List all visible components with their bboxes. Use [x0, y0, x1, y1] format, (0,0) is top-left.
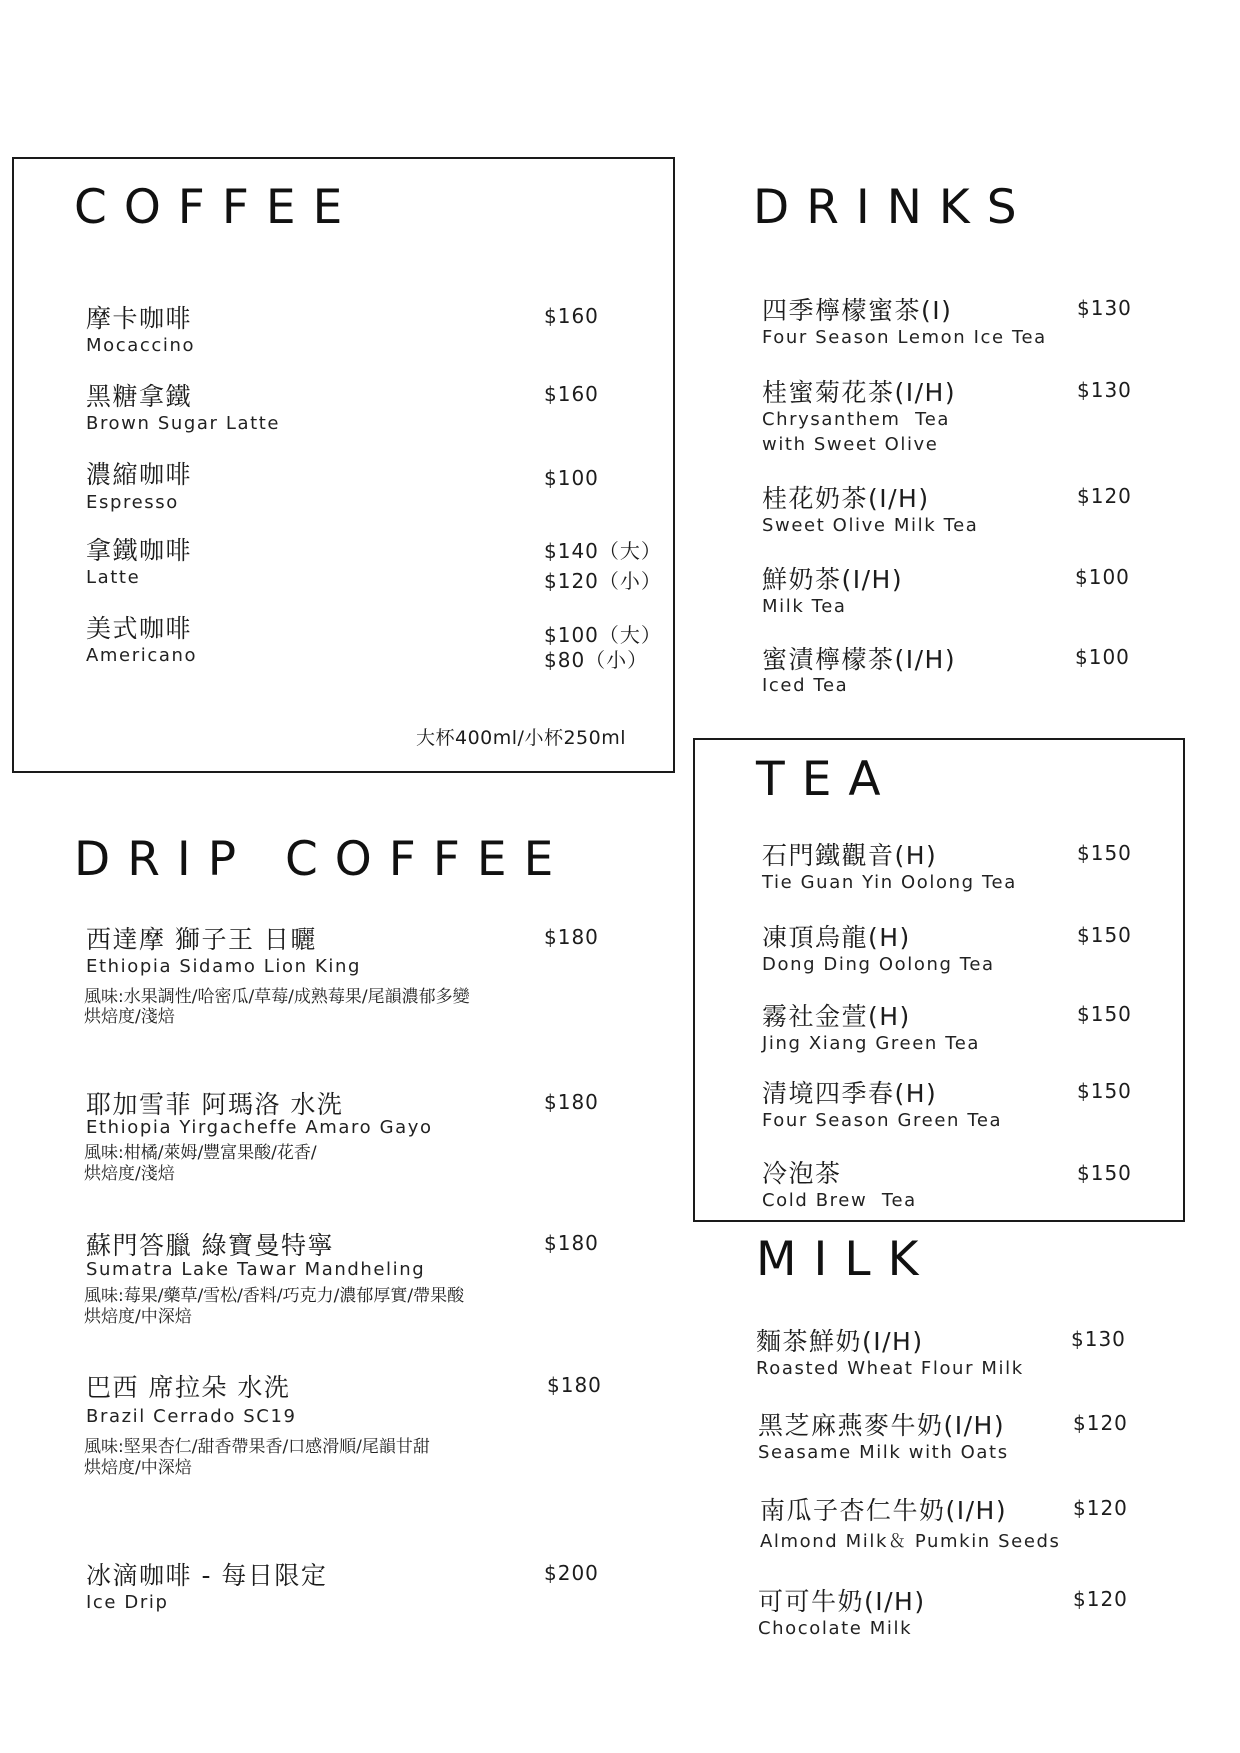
item-name-zh: 冰滴咖啡 - 每日限定 [86, 1561, 328, 1590]
item-price: $120 [1073, 1411, 1128, 1435]
item-price: $150 [1077, 1161, 1132, 1185]
item-name-zh: 耶加雪菲 阿瑪洛 水洗 [86, 1090, 344, 1119]
item-name-en: Latte [86, 567, 141, 588]
item-name-zh: 西達摩 獅子王 日曬 [86, 925, 317, 954]
item-name-en: Four Season Green Tea [762, 1110, 1003, 1131]
item-flavor: 風味:柑橘/萊姆/豐富果酸/花香/ [84, 1143, 317, 1163]
item-name-en: Brown Sugar Latte [86, 413, 281, 434]
item-name-zh: 美式咖啡 [86, 614, 193, 643]
item-name-zh: 冷泡茶 [762, 1159, 842, 1188]
item-roast: 烘焙度/淺焙 [84, 1164, 175, 1184]
item-price: $100 [1075, 645, 1130, 669]
cup-size-note: 大杯400ml/小杯250ml [416, 727, 627, 749]
item-name-en: Four Season Lemon Ice Tea [762, 327, 1047, 348]
item-price: $130 [1077, 296, 1132, 320]
item-name-zh: 蜜漬檸檬茶(I/H) [762, 645, 957, 674]
item-price: $130 [1071, 1327, 1126, 1351]
item-name-zh: 可可牛奶(I/H) [758, 1587, 926, 1616]
item-name-en: Almond Milk＆ Pumkin Seeds [760, 1531, 1061, 1552]
item-name-en: Jing Xiang Green Tea [762, 1033, 981, 1054]
item-name-zh: 清境四季春(H) [762, 1079, 938, 1108]
item-price-large: $100（大） [544, 623, 662, 647]
item-name-zh: 黑糖拿鐵 [86, 382, 193, 411]
item-name-en: Tie Guan Yin Oolong Tea [762, 872, 1017, 893]
item-name-en: Iced Tea [762, 675, 849, 696]
item-name-zh: 黑芝麻燕麥牛奶(I/H) [758, 1411, 1006, 1440]
item-name-zh: 蘇門答臘 綠寶曼特寧 [86, 1231, 334, 1260]
item-roast: 烘焙度/中深焙 [84, 1458, 192, 1478]
item-name-zh: 濃縮咖啡 [86, 460, 193, 489]
item-price-large: $140（大） [544, 539, 662, 563]
item-price: $150 [1077, 1079, 1132, 1103]
item-name-en: Ethiopia Yirgacheffe Amaro Gayo [86, 1117, 433, 1138]
item-name-zh: 桂花奶茶(I/H) [762, 484, 930, 513]
item-name-en: Mocaccino [86, 335, 196, 356]
item-price: $180 [544, 1231, 599, 1255]
item-roast: 烘焙度/淺焙 [84, 1007, 175, 1027]
item-name-en: Americano [86, 645, 198, 666]
item-price: $120 [1073, 1496, 1128, 1520]
item-name-zh: 麵茶鮮奶(I/H) [756, 1327, 924, 1356]
item-name-en: Chrysanthem Tea [762, 409, 951, 430]
item-price: $150 [1077, 923, 1132, 947]
item-name-en: Espresso [86, 492, 179, 513]
item-name-en: Milk Tea [762, 596, 847, 617]
item-price: $120 [1073, 1587, 1128, 1611]
milk-heading: MILK [756, 1232, 936, 1287]
item-price: $130 [1077, 378, 1132, 402]
item-price: $150 [1077, 841, 1132, 865]
item-price: $160 [544, 304, 599, 328]
item-roast: 烘焙度/中深焙 [84, 1307, 192, 1327]
item-flavor: 風味:莓果/藥草/雪松/香料/巧克力/濃郁厚實/帶果酸 [84, 1286, 465, 1306]
item-name-en: Ethiopia Sidamo Lion King [86, 956, 361, 977]
item-price-small: $120（小） [544, 569, 662, 593]
item-flavor: 風味:堅果杏仁/甜香帶果香/口感滑順/尾韻甘甜 [84, 1437, 430, 1457]
item-price-small: $80（小） [544, 648, 649, 672]
item-price: $120 [1077, 484, 1132, 508]
item-name-en: Cold Brew Tea [762, 1190, 917, 1211]
item-name-en: Sumatra Lake Tawar Mandheling [86, 1259, 426, 1280]
item-price: $100 [544, 466, 599, 490]
drinks-heading: DRINKS [753, 180, 1034, 235]
item-name-en-line2: with Sweet Olive [762, 434, 939, 455]
item-name-en: Chocolate Milk [758, 1618, 913, 1639]
item-name-zh: 鮮奶茶(I/H) [762, 565, 904, 594]
item-price: $180 [547, 1373, 602, 1397]
item-name-en: Sweet Olive Milk Tea [762, 515, 979, 536]
item-name-zh: 四季檸檬蜜茶(I) [762, 296, 953, 325]
item-price: $160 [544, 382, 599, 406]
item-name-en: Roasted Wheat Flour Milk [756, 1358, 1024, 1379]
item-flavor: 風味:水果調性/哈密瓜/草莓/成熟莓果/尾韻濃郁多變 [84, 987, 470, 1007]
item-name-en: Seasame Milk with Oats [758, 1442, 1009, 1463]
item-name-zh: 石門鐵觀音(H) [762, 841, 938, 870]
item-name-en: Brazil Cerrado SC19 [86, 1406, 297, 1427]
item-name-en: Dong Ding Oolong Tea [762, 954, 995, 975]
item-price: $200 [544, 1561, 599, 1585]
item-price: $100 [1075, 565, 1130, 589]
item-name-zh: 桂蜜菊花茶(I/H) [762, 378, 957, 407]
tea-section-frame [693, 738, 1185, 1222]
drip-coffee-heading: DRIP COFFEE [74, 832, 571, 887]
item-name-zh: 拿鐵咖啡 [86, 536, 193, 565]
item-name-zh: 霧社金萱(H) [762, 1002, 911, 1031]
item-name-zh: 南瓜子杏仁牛奶(I/H) [760, 1496, 1008, 1525]
coffee-heading: COFFEE [74, 180, 360, 235]
item-price: $180 [544, 925, 599, 949]
item-name-zh: 凍頂烏龍(H) [762, 923, 911, 952]
item-name-zh: 摩卡咖啡 [86, 304, 193, 333]
item-name-zh: 巴西 席拉朵 水洗 [86, 1373, 291, 1402]
item-price: $150 [1077, 1002, 1132, 1026]
item-price: $180 [544, 1090, 599, 1114]
item-name-en: Ice Drip [86, 1592, 169, 1613]
tea-heading: TEA [756, 752, 898, 807]
